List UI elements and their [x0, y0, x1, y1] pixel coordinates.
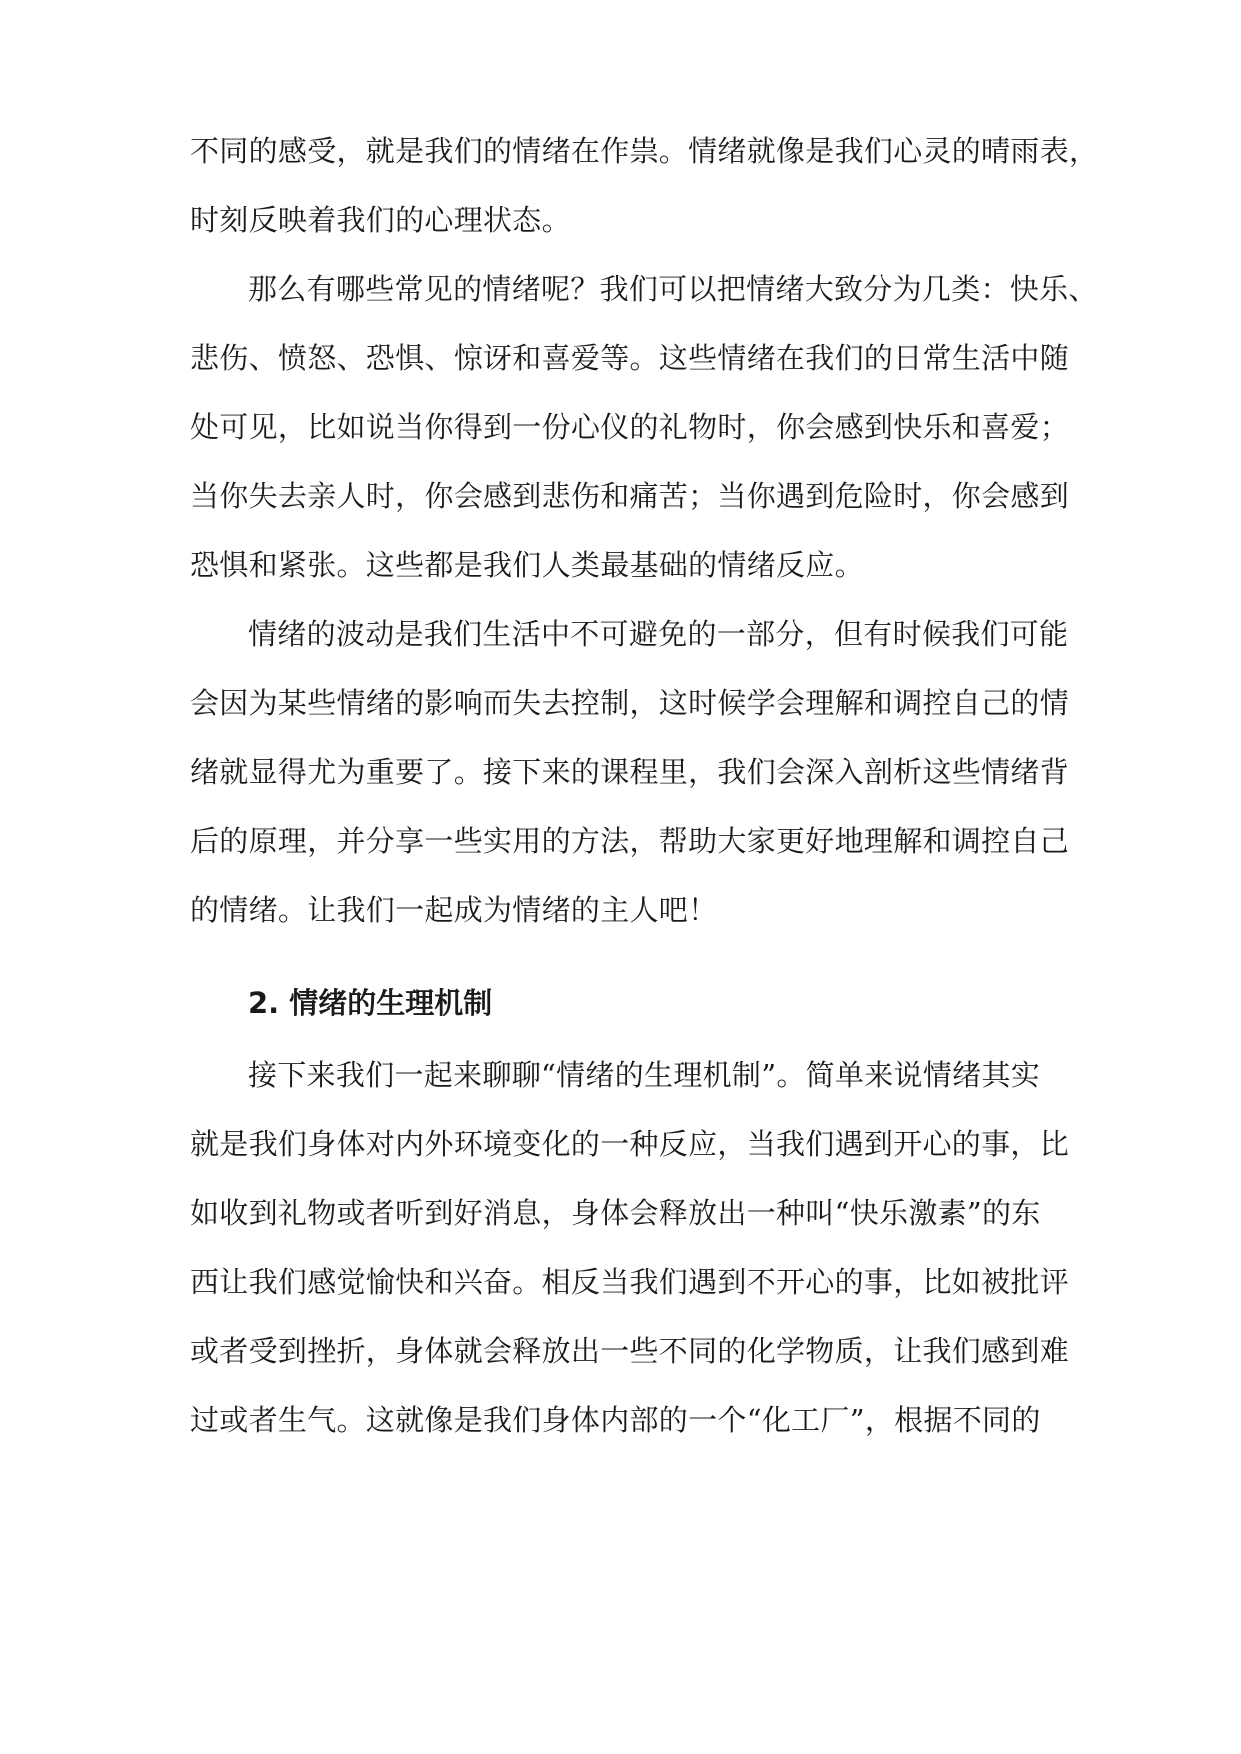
paragraph-line: 悲伤、愤怒、恐惧、惊讶和喜爱等。这些情绪在我们的日常生活中随 — [190, 341, 1070, 375]
paragraph-line: 就是我们身体对内外环境变化的一种反应，当我们遇到开心的事，比 — [190, 1127, 1070, 1161]
paragraph-line: 接下来我们一起来聊聊“情绪的生理机制”。简单来说情绪其实 — [248, 1058, 1041, 1092]
paragraph-line: 西让我们感觉愉快和兴奋。相反当我们遇到不开心的事，比如被批评 — [190, 1265, 1070, 1299]
paragraph-line: 当你失去亲人时，你会感到悲伤和痛苦；当你遇到危险时，你会感到 — [190, 479, 1070, 513]
paragraph-line: 如收到礼物或者听到好消息，身体会释放出一种叫“快乐激素”的东 — [190, 1196, 1041, 1230]
paragraph-line: 情绪的波动是我们生活中不可避免的一部分，但有时候我们可能 — [248, 617, 1069, 651]
paragraph-line: 时刻反映着我们的心理状态。 — [190, 203, 571, 237]
paragraph-line: 恐惧和紧张。这些都是我们人类最基础的情绪反应。 — [190, 548, 864, 582]
section-heading: 2. 情绪的生理机制 — [248, 986, 493, 1020]
paragraph-line: 会因为某些情绪的影响而失去控制，这时候学会理解和调控自己的情 — [190, 686, 1070, 720]
paragraph-line: 处可见，比如说当你得到一份心仪的礼物时，你会感到快乐和喜爱； — [190, 410, 1070, 444]
paragraph-line: 过或者生气。这就像是我们身体内部的一个“化工厂”，根据不同的 — [190, 1403, 1041, 1437]
paragraph-line: 那么有哪些常见的情绪呢？我们可以把情绪大致分为几类：快乐、 — [248, 272, 1098, 306]
paragraph-line: 或者受到挫折，身体就会释放出一些不同的化学物质，让我们感到难 — [190, 1334, 1070, 1368]
paragraph-line: 不同的感受，就是我们的情绪在作祟。情绪就像是我们心灵的晴雨表， — [190, 134, 1099, 168]
paragraph-line: 的情绪。让我们一起成为情绪的主人吧！ — [190, 893, 718, 927]
paragraph-line: 后的原理，并分享一些实用的方法，帮助大家更好地理解和调控自己 — [190, 824, 1070, 858]
paragraph-line: 绪就显得尤为重要了。接下来的课程里，我们会深入剖析这些情绪背 — [190, 755, 1070, 789]
